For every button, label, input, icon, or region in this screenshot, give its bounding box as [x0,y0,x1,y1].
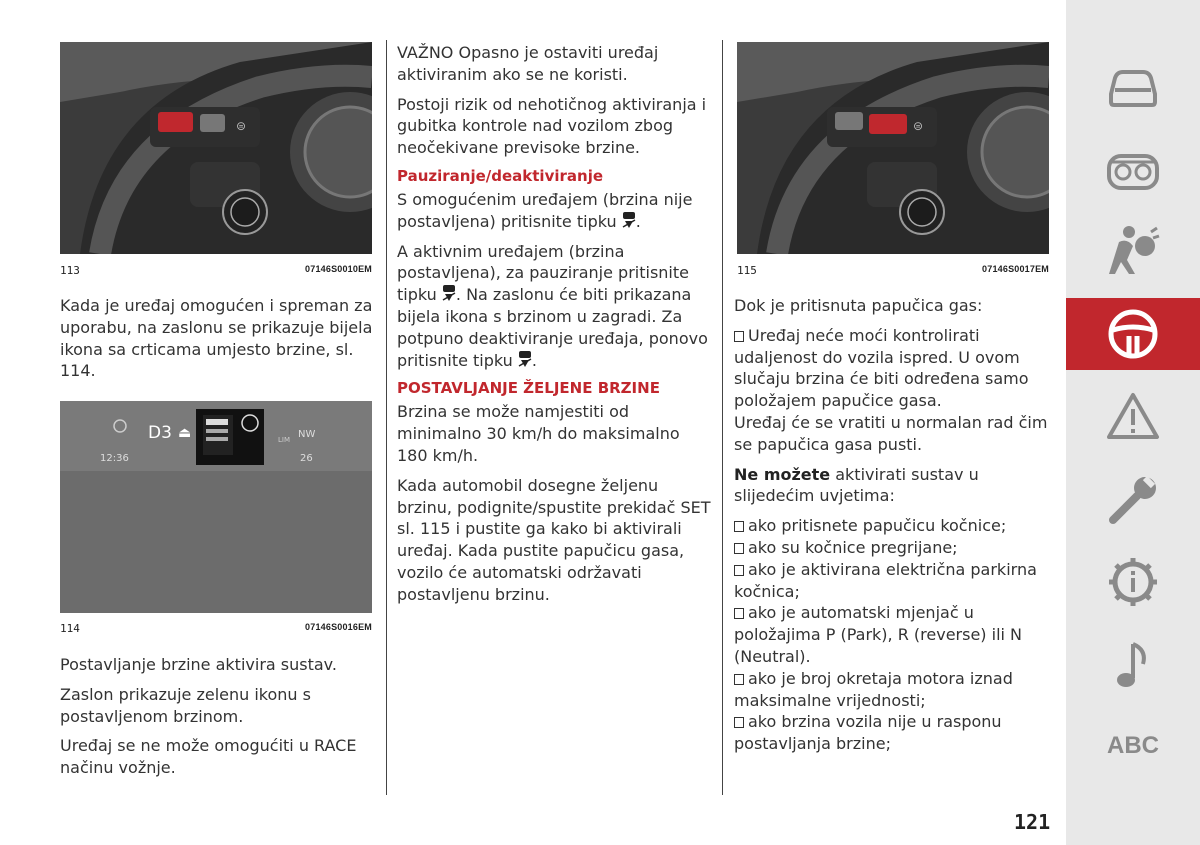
gauges-icon [1105,152,1161,192]
bullet-item [734,325,1054,412]
sidebar-item-index[interactable] [1066,714,1200,778]
sidebar-item-emergency[interactable] [1066,468,1200,532]
column-1-top [60,295,378,390]
figure-113-photo [60,42,372,254]
figure-code: 07146S0010EM [305,264,372,274]
paragraph: Postoji rizik od nehotičnog aktiviranja i gubitka kontrole nad vozilom zbog neočekivane previsoke brzine. [397,94,707,158]
figure-113-caption [60,264,372,277]
svg-text:⏏: ⏏ [178,425,192,441]
cruise-button-icon [442,284,456,302]
figure-number: 115 [737,264,757,277]
clock: 12:36 [100,453,129,464]
dashboard-display [60,401,372,613]
paragraph: Zaslon prikazuje zelenu ikonu s postavljenom brzinom. [60,684,311,726]
bullet-item [734,668,1054,712]
figure-115-photo [737,42,1049,254]
sidebar-item-warnings[interactable] [1066,384,1200,448]
right-value: 26 [300,453,313,464]
sidebar-item-multimedia[interactable] [1066,634,1200,698]
bullet-text: ako je aktivirana električna parkirna kočnica; [734,559,1037,601]
paragraph [734,464,1054,508]
paragraph: A aktivnim uređajem (brzina postavljena), za pauziranje pritisnite tipku . Na zaslonu će biti prikazana bijela ikona s brzinom u zagradi. Za potpuno deaktiviranje uređaja, ponovo pritisnite tipku . [397,241,708,370]
checkbox-bullet-icon [734,565,744,576]
bullet-text: Uređaj neće moći kontrolirati udaljenost do vozila ispred. U ovom slučaju brzina će biti određena samo položajem papučice gasa. [734,325,1029,411]
figure-number: 113 [60,264,80,277]
steering-wheel-photo [737,42,1049,254]
section-heading: POSTAVLJANJE ŽELJENE BRZINE [397,379,660,398]
checkbox-bullet-icon [734,521,744,532]
sidebar-item-maintenance[interactable] [1066,550,1200,614]
condition-list [734,515,1054,755]
bullet-item [734,711,1054,755]
checkbox-bullet-icon [734,608,744,619]
column-2 [397,42,715,614]
column-1-bottom [60,654,378,787]
column-3 [734,295,1054,755]
paragraph: Kada je uređaj omogućen i spreman za uporabu, na zaslonu se prikazuje bijela ikona sa crticama umjesto brzine, sl. 114. [60,296,373,381]
column-divider [722,40,723,795]
checkbox-bullet-icon [734,543,744,554]
warning-paragraph: VAŽNO Opasno je ostaviti uređaj aktiviranim ako se ne koristi. [397,43,659,84]
bullet-text: ako pritisnete papučicu kočnice; [748,516,1007,536]
gear-indicator: D3 [148,423,172,443]
paragraph-text: aktivirati sustav u slijedećim uvjetima: [734,464,979,506]
sidebar-item-safety[interactable] [1066,218,1200,282]
steering-wheel-photo [60,42,372,254]
abc-index-label: ABC [1107,732,1159,759]
bullet-item [734,559,1054,603]
bullet-text: ako je broj okretaja motora iznad maksimalne vrijednosti; [734,668,1013,710]
paragraph: Dok je pritisnuta papučica gas: [734,296,983,315]
figure-115-caption [737,264,1049,277]
column-divider [386,40,387,795]
checkbox-bullet-icon [734,717,744,728]
figure-114-caption [60,622,372,635]
music-note-icon [1105,638,1161,694]
cruise-button-icon [518,350,532,368]
bullet-item [734,537,1054,559]
page-number: 121 [1014,810,1051,834]
svg-text:⊜: ⊜ [236,119,247,133]
sidebar-item-driving[interactable] [1066,298,1200,370]
sidebar-item-dashboard[interactable] [1066,140,1200,204]
paragraph: Uređaj će se vratiti u normalan rad čim se papučica gasa pusti. [734,412,1048,454]
paragraph: Uređaj se ne može omogućiti u RACE načinu vožnje. [60,736,357,778]
steering-wheel-icon [1105,306,1161,362]
figure-number: 114 [60,622,80,635]
bullet-item [734,602,1054,667]
lim-label: LIM [278,436,291,444]
figure-code: 07146S0016EM [305,622,372,632]
paragraph-text: . Na zaslonu će biti prikazana bijela ikona s brzinom u zagradi. Za potpuno deaktiviranje uređaja, ponovo pritisnite tipku [397,285,708,370]
chapter-sidebar [1066,0,1200,845]
checkbox-bullet-icon [734,331,744,342]
paragraph: Kada automobil dosegne željenu brzinu, podignite/spustite prekidač SET sl. 115 i pustite ga kako bi aktivirali uređaj. Kada pustite papučicu gasa, vozilo će automatski održavati postavljenu brzinu. [397,475,711,604]
warning-triangle-icon [1105,391,1161,441]
paragraph: Postavljanje brzine aktivira sustav. [60,655,337,674]
bold-text: Ne možete [734,464,831,484]
right-label: NW [298,429,316,440]
paragraph: S omogućenim uređajem (brzina nije postavljena) pritisnite tipku . [397,189,693,231]
bullet-text: ako je automatski mjenjač u položajima P (Park), R (reverse) ili N (Neutral). [734,603,1023,666]
paragraph-text: A aktivnim uređajem (brzina postavljena), za pauziranje pritisnite tipku [397,241,689,305]
gear-info-icon [1105,554,1161,610]
car-icon [1105,64,1161,108]
bullet-text: ako brzina vozila nije u rasponu postavljanja brzine; [734,712,1002,754]
cruise-button-icon [622,211,636,229]
paragraph: Brzina se može namjestiti od minimalno 30 km/h do maksimalno 180 km/h. [397,402,680,465]
airbag-person-icon [1105,224,1161,276]
sidebar-item-car[interactable] [1066,54,1200,118]
figure-code: 07146S0017EM [982,264,1049,274]
section-heading: Pauziranje/deaktiviranje [397,166,604,185]
bullet-text: ako su kočnice pregrijane; [748,537,958,557]
wrench-icon [1105,472,1161,528]
bullet-item [734,515,1054,537]
paragraph-text: S omogućenim uređajem (brzina nije postavljena) pritisnite tipku [397,189,693,231]
svg-text:⊜: ⊜ [913,119,924,133]
checkbox-bullet-icon [734,674,744,685]
figure-114-dashboard [60,401,372,613]
